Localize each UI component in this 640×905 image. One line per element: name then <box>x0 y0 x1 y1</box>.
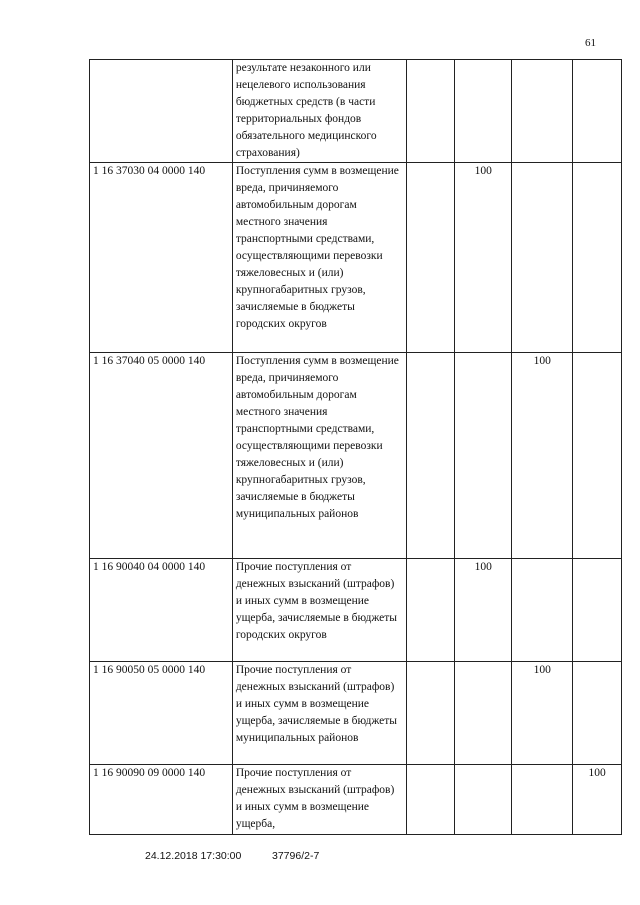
revenue-description-cell: Прочие поступления от денежных взысканий (штрафов) и иных сумм в возмещение ущерба, зачисляемые в бюджеты городских округов <box>232 559 406 662</box>
value-cell-col2 <box>455 353 512 559</box>
revenue-code-cell <box>90 60 233 163</box>
value-cell-col2: 100 <box>455 163 512 353</box>
table-row <box>90 163 622 353</box>
revenue-code-cell: 1 16 37040 05 0000 140 <box>90 353 233 559</box>
value-cell-col3 <box>512 163 573 353</box>
revenue-distribution-table <box>89 59 622 835</box>
value-cell-col3: 100 <box>512 662 573 765</box>
value-cell-col4 <box>573 559 622 662</box>
revenue-code-cell: 1 16 90090 09 0000 140 <box>90 765 233 835</box>
value-cell-col4 <box>573 60 622 163</box>
table-row <box>90 662 622 765</box>
value-cell-col1 <box>406 163 455 353</box>
value-cell-col3 <box>512 765 573 835</box>
value-cell-col2 <box>455 662 512 765</box>
revenue-description-cell: Прочие поступления от денежных взысканий (штрафов) и иных сумм в возмещение ущерба, <box>232 765 406 835</box>
revenue-code-cell: 1 16 90040 04 0000 140 <box>90 559 233 662</box>
footer-document-code: 37796/2-7 <box>272 850 320 862</box>
revenue-code-cell: 1 16 90050 05 0000 140 <box>90 662 233 765</box>
value-cell-col3 <box>512 60 573 163</box>
revenue-description-cell: результате незаконного или нецелевого использования бюджетных средств (в части территориальных фондов обязательного медицинского страхования) <box>232 60 406 163</box>
value-cell-col1 <box>406 353 455 559</box>
table-row <box>90 60 622 163</box>
value-cell-col4: 100 <box>573 765 622 835</box>
value-cell-col1 <box>406 765 455 835</box>
footer-timestamp: 24.12.2018 17:30:00 <box>145 850 242 862</box>
value-cell-col3: 100 <box>512 353 573 559</box>
value-cell-col1 <box>406 559 455 662</box>
revenue-description-cell: Прочие поступления от денежных взысканий (штрафов) и иных сумм в возмещение ущерба, зачисляемые в бюджеты муниципальных районов <box>232 662 406 765</box>
value-cell-col3 <box>512 559 573 662</box>
table-row <box>90 559 622 662</box>
table-row <box>90 353 622 559</box>
revenue-description-cell: Поступления сумм в возмещение вреда, причиняемого автомобильным дорогам местного значения транспортными средствами, осуществляющими перевозки тяжеловесных и (или) крупногабаритных грузов, зачисляемые в бюджеты городских округов <box>232 163 406 353</box>
table-row <box>90 765 622 835</box>
value-cell-col4 <box>573 353 622 559</box>
value-cell-col4 <box>573 662 622 765</box>
value-cell-col2 <box>455 60 512 163</box>
value-cell-col4 <box>573 163 622 353</box>
value-cell-col1 <box>406 60 455 163</box>
value-cell-col2 <box>455 765 512 835</box>
revenue-description-cell: Поступления сумм в возмещение вреда, причиняемого автомобильным дорогам местного значения транспортными средствами, осуществляющими перевозки тяжеловесных и (или) крупногабаритных грузов, зачисляемые в бюджеты муниципальных районов <box>232 353 406 559</box>
revenue-code-cell: 1 16 37030 04 0000 140 <box>90 163 233 353</box>
page-number: 61 <box>585 37 596 49</box>
value-cell-col2: 100 <box>455 559 512 662</box>
value-cell-col1 <box>406 662 455 765</box>
